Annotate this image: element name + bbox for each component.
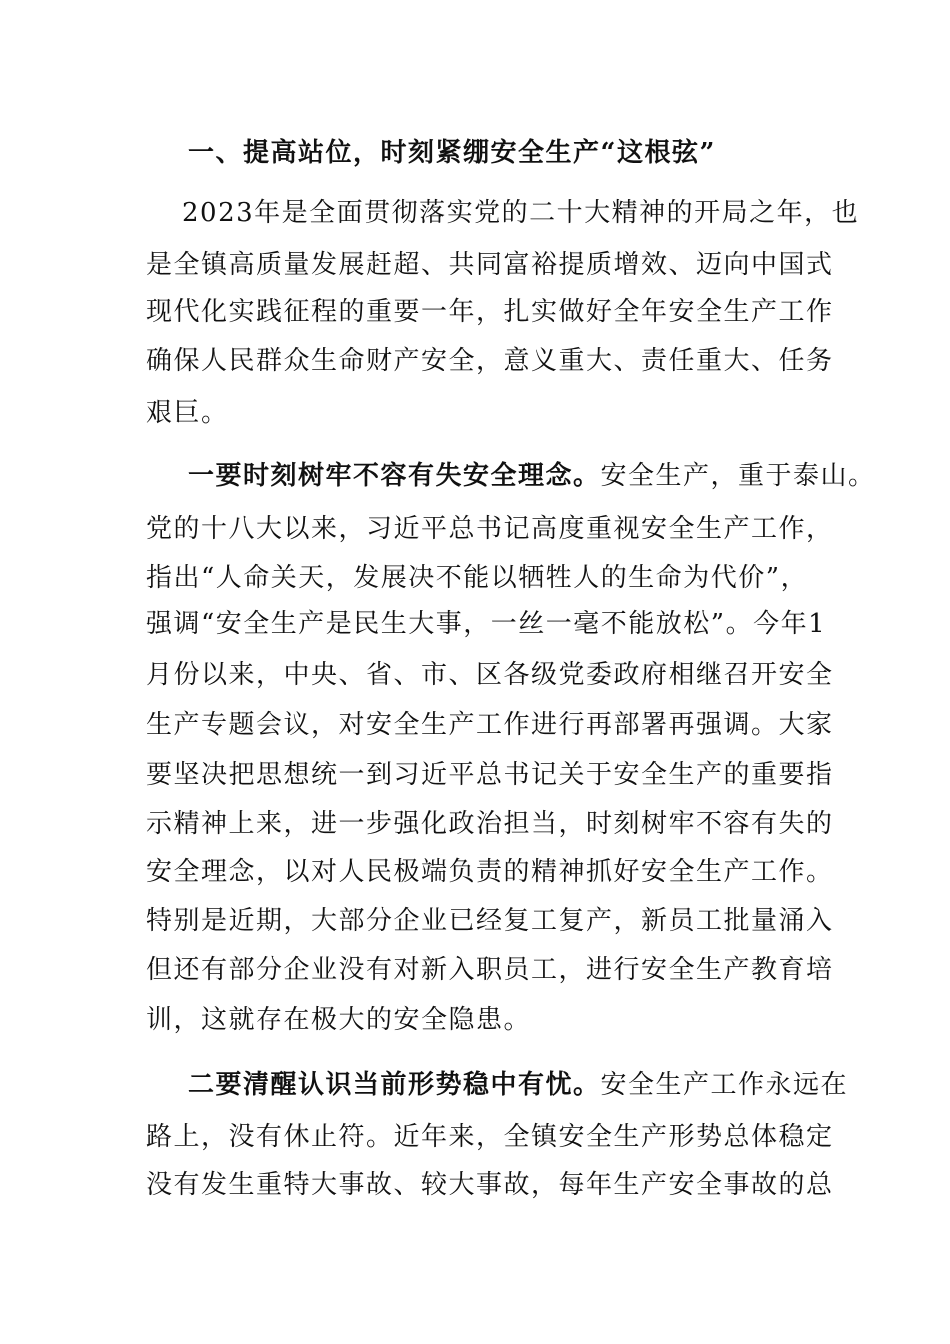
point2-lead-bold: 二要清醒认识当前形势稳中有忧。 xyxy=(188,1070,601,1100)
point2-line: 路上，没有休止符。近年来，全镇安全生产形势总体稳定 xyxy=(146,1122,834,1152)
point1-line: 示精神上来，进一步强化政治担当，时刻树牢不容有失的 xyxy=(146,809,834,839)
point1-line: 特别是近期，大部分企业已经复工复产，新员工批量涌入 xyxy=(146,906,834,936)
point1-line: 但还有部分企业没有对新入职员工，进行安全生产教育培 xyxy=(146,955,834,985)
point2-line: 没有发生重特大事故、较大事故，每年生产安全事故的总 xyxy=(146,1170,834,1200)
point2-lead-rest: 安全生产工作永远在 xyxy=(600,1070,849,1100)
point1-line: 生产专题会议，对安全生产工作进行再部署再强调。大家 xyxy=(146,710,834,740)
intro-line: 现代化实践征程的重要一年，扎实做好全年安全生产工作 xyxy=(146,297,834,327)
point1-line: 强调“安全生产是民生大事，一丝一毫不能放松”。今年1 xyxy=(146,609,827,639)
intro-line: 确保人民群众生命财产安全，意义重大、责任重大、任务 xyxy=(146,346,834,376)
point1-line: 安全理念，以对人民极端负责的精神抓好安全生产工作。 xyxy=(146,857,834,887)
section-heading: 一、提高站位，时刻紧绷安全生产“这根弦” xyxy=(188,138,716,168)
intro-line: 是全镇高质量发展赶超、共同富裕提质增效、迈向中国式 xyxy=(146,250,834,280)
point1-line: 指出“人命关天，发展决不能以牺牲人的生命为代价”， xyxy=(146,563,809,593)
point1-lead-bold: 一要时刻树牢不容有失安全理念。 xyxy=(188,461,601,491)
point1-lead-line xyxy=(188,456,876,496)
point1-line: 月份以来，中央、省、市、区各级党委政府相继召开安全 xyxy=(146,660,834,690)
intro-line: 艰巨。 xyxy=(146,398,229,428)
point1-lead-rest: 安全生产，重于泰山。 xyxy=(600,461,876,491)
intro-line: 2023年是全面贯彻落实党的二十大精神的开局之年，也 xyxy=(182,198,860,228)
point2-lead-line xyxy=(188,1065,848,1105)
point1-line: 党的十八大以来，习近平总书记高度重视安全生产工作， xyxy=(146,514,834,544)
point1-line: 要坚决把思想统一到习近平总书记关于安全生产的重要指 xyxy=(146,760,834,790)
point1-line: 训，这就存在极大的安全隐患。 xyxy=(146,1005,532,1035)
